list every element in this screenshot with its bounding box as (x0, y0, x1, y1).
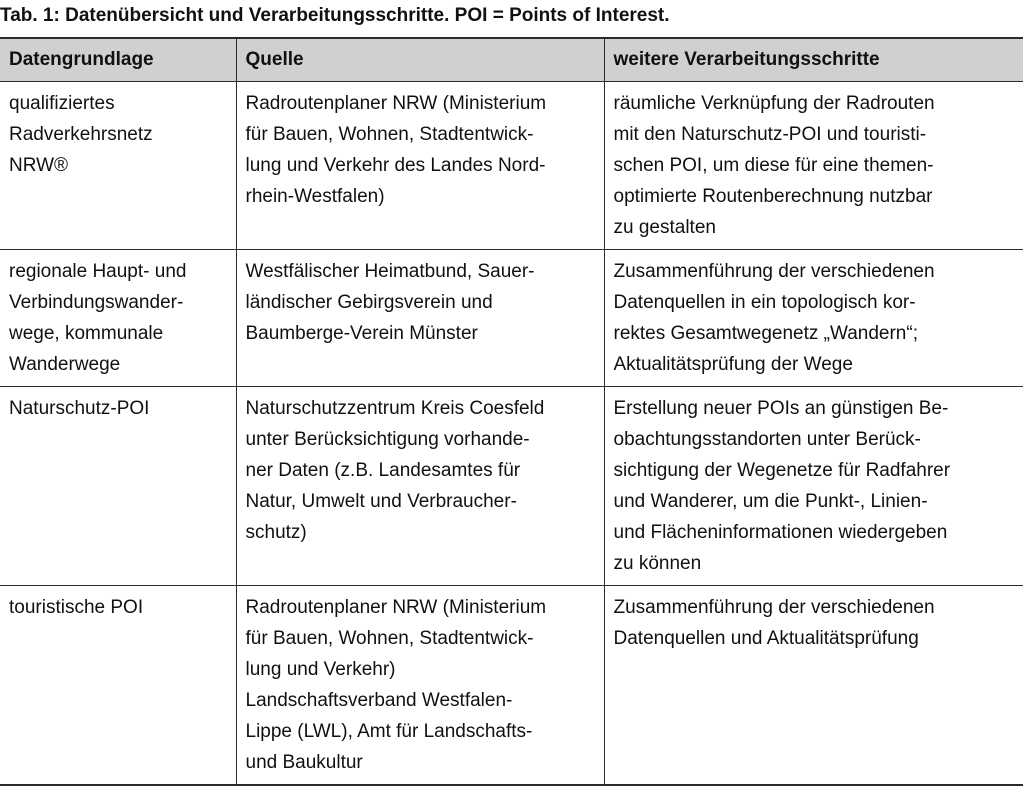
cell-line: lung und Verkehr) (245, 659, 396, 680)
cell-line: und Wanderer, um die Punkt-, Linien- (613, 491, 928, 512)
cell-quelle (236, 82, 604, 250)
table-row (0, 586, 1023, 786)
cell-line: Wanderwege (9, 354, 121, 375)
cell-line: für Bauen, Wohnen, Stadtentwick- (245, 628, 534, 649)
cell-datengrundlage (0, 586, 236, 786)
table-row (0, 250, 1023, 387)
header-verarbeitungsschritte: weitere Verarbeitungsschritte (604, 38, 1023, 82)
cell-quelle (236, 250, 604, 387)
cell-verarbeitungsschritte (604, 82, 1023, 250)
header-row (0, 38, 1023, 82)
cell-line: Verbindungswander- (9, 292, 184, 313)
cell-line: qualifiziertes (9, 93, 115, 114)
cell-line: ländischer Gebirgsverein und (245, 292, 493, 313)
cell-verarbeitungsschritte (604, 586, 1023, 786)
cell-line: räumliche Verknüpfung der Radrouten (613, 93, 935, 114)
cell-line: wege, kommunale (9, 323, 164, 344)
cell-line: und Flächeninformationen wiedergeben (613, 522, 948, 543)
cell-verarbeitungsschritte (604, 387, 1023, 586)
cell-line: schutz) (245, 522, 307, 543)
cell-line: Westfälischer Heimatbund, Sauer- (245, 261, 535, 282)
cell-line: lung und Verkehr des Landes Nord- (245, 155, 546, 176)
cell-line: Naturschutzzentrum Kreis Coesfeld (245, 398, 545, 419)
cell-line: Radverkehrsnetz (9, 124, 153, 145)
cell-verarbeitungsschritte (604, 250, 1023, 387)
cell-line: Datenquellen in ein topologisch kor- (613, 292, 916, 313)
cell-line: optimierte Routenberechnung nutzbar (613, 186, 933, 207)
table-caption: Tab. 1: Datenübersicht und Verarbeitungsschritte. POI = Points of Interest. (0, 5, 670, 26)
cell-line: schen POI, um diese für eine themen- (613, 155, 934, 176)
cell-line: unter Berücksichtigung vorhande- (245, 429, 530, 450)
cell-line: Radroutenplaner NRW (Ministerium (245, 597, 547, 618)
cell-datengrundlage (0, 387, 236, 586)
header-datengrundlage: Datengrundlage (0, 38, 236, 82)
data-table (0, 37, 1023, 786)
cell-line: Naturschutz-POI (9, 398, 150, 419)
cell-line: ner Daten (z.B. Landesamtes für (245, 460, 521, 481)
cell-line: und Baukultur (245, 752, 363, 773)
cell-line: rhein-Westfalen) (245, 186, 385, 207)
cell-line: Lippe (LWL), Amt für Landschafts- (245, 721, 533, 742)
cell-line: mit den Naturschutz-POI und touristi- (613, 124, 927, 145)
cell-line: rektes Gesamtwegenetz „Wandern“; (613, 323, 918, 344)
cell-line: zu gestalten (613, 217, 716, 238)
cell-line: Erstellung neuer POIs an günstigen Be- (613, 398, 949, 419)
cell-line: obachtungsstandorten unter Berück- (613, 429, 921, 450)
cell-line: touristische POI (9, 597, 144, 618)
cell-line: Baumberge-Verein Münster (245, 323, 478, 344)
cell-quelle (236, 586, 604, 786)
cell-line: für Bauen, Wohnen, Stadtentwick- (245, 124, 534, 145)
cell-datengrundlage (0, 250, 236, 387)
cell-line: sichtigung der Wegenetze für Radfahrer (613, 460, 951, 481)
table-row (0, 387, 1023, 586)
cell-line: Natur, Umwelt und Verbraucher- (245, 491, 517, 512)
cell-line: Landschaftsverband Westfalen- (245, 690, 513, 711)
cell-line: NRW® (9, 155, 69, 176)
cell-line: Zusammenführung der verschiedenen (613, 261, 935, 282)
table-body (0, 82, 1023, 786)
cell-quelle (236, 387, 604, 586)
cell-line: Zusammenführung der verschiedenen (613, 597, 935, 618)
table-header (0, 38, 1023, 82)
cell-line: zu können (613, 553, 702, 574)
cell-line: Aktualitätsprüfung der Wege (613, 354, 853, 375)
cell-line: Radroutenplaner NRW (Ministerium (245, 93, 547, 114)
table-row (0, 82, 1023, 250)
header-quelle: Quelle (236, 38, 604, 82)
cell-line: Datenquellen und Aktualitätsprüfung (613, 628, 919, 649)
cell-line: regionale Haupt- und (9, 261, 187, 282)
cell-datengrundlage (0, 82, 236, 250)
